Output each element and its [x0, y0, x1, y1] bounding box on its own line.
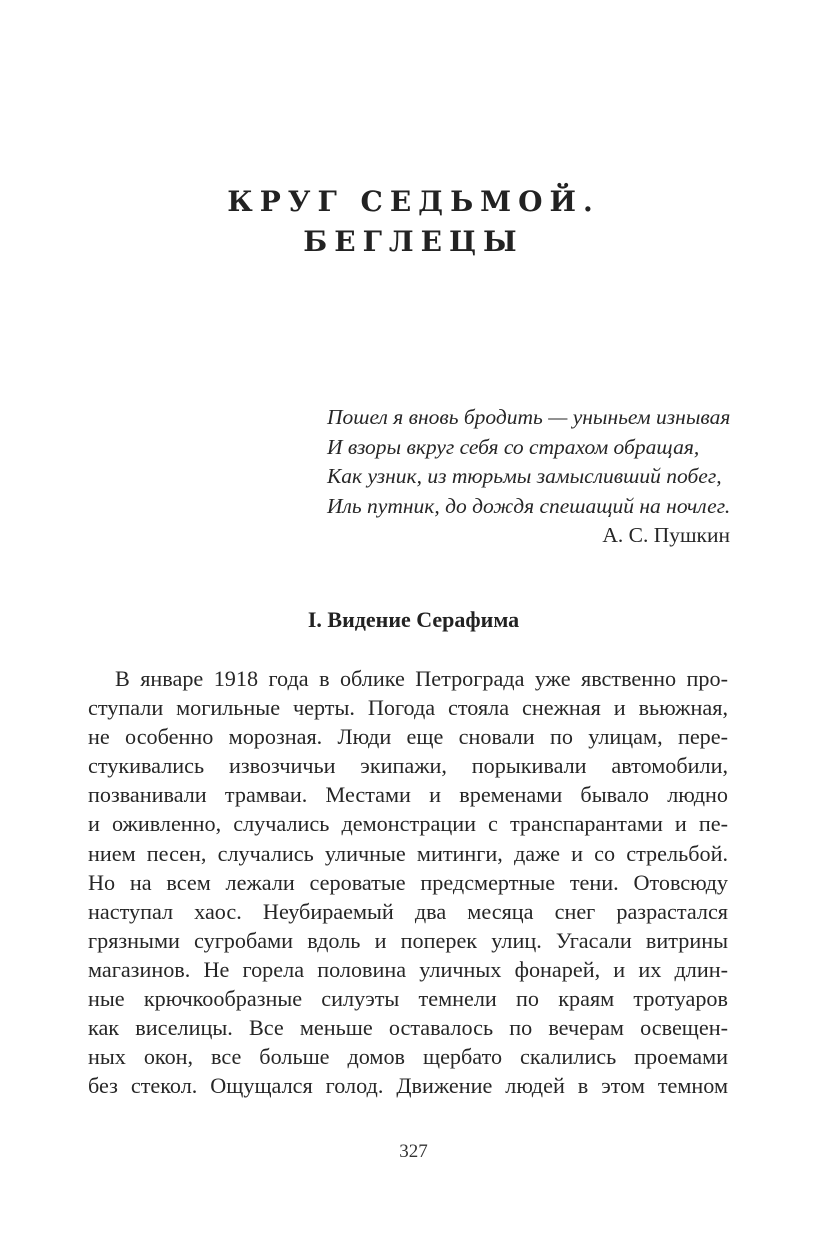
body-line: как виселицы. Все меньше оставалось по вечерам освещен-: [88, 1015, 728, 1041]
epigraph-line: Пошел я вновь бродить — уныньем изнывая: [327, 405, 731, 429]
body-line: позванивали трамваи. Местами и временами бывало людно: [88, 782, 728, 808]
body-line: ных окон, все больше домов щербато скалились проемами: [88, 1044, 728, 1070]
body-line: стукивались извозчичьи экипажи, порыкивали автомобили,: [88, 753, 728, 779]
body-line: ступали могильные черты. Погода стояла снежная и вьюжная,: [88, 695, 728, 721]
epigraph-author: А. С. Пушкин: [602, 523, 730, 547]
body-line: и оживленно, случались демонстрации с транспарантами и пе-: [88, 811, 728, 837]
epigraph: [327, 403, 730, 551]
epigraph-line: И взоры вкруг себя со страхом обращая,: [327, 434, 700, 459]
epigraph-line: Иль путник, до дождя спешащий на ночлег.: [327, 493, 731, 518]
body-line: грязными сугробами вдоль и поперек улиц. Угасали витрины: [88, 927, 728, 953]
body-line: магазинов. Не горела половина уличных фонарей, и их длин-: [88, 956, 728, 982]
body-line: В январе 1918 года в облике Петрограда уже явственно про-: [115, 666, 728, 691]
chapter-title-line-2: БЕГЛЕЦЫ: [303, 225, 524, 258]
epigraph-line: Как узник, из тюрьмы замысливший побег,: [327, 464, 722, 488]
body-line: без стекол. Ощущался голод. Движение людей в этом темном: [88, 1073, 728, 1099]
chapter-title-line-1: КРУГ СЕДЬМОЙ.: [227, 185, 600, 218]
section-title: I. Видение Серафима: [307, 607, 520, 632]
page-number: 327: [399, 1141, 428, 1162]
body-line: Но на всем лежали сероватые предсмертные тени. Отовсюду: [88, 869, 728, 895]
body-line: нием песен, случались уличные митинги, даже и со стрельбой.: [88, 840, 728, 866]
chapter-title: [0, 182, 827, 262]
body-line: не особенно морозная. Люди еще сновали по улицам, пере-: [88, 724, 728, 750]
body-paragraph: [88, 664, 728, 1100]
body-line: наступал хаос. Неубираемый два месяца снег разрастался: [88, 898, 728, 924]
body-line: ные крючкообразные силуэты темнели по краям тротуаров: [88, 986, 728, 1012]
